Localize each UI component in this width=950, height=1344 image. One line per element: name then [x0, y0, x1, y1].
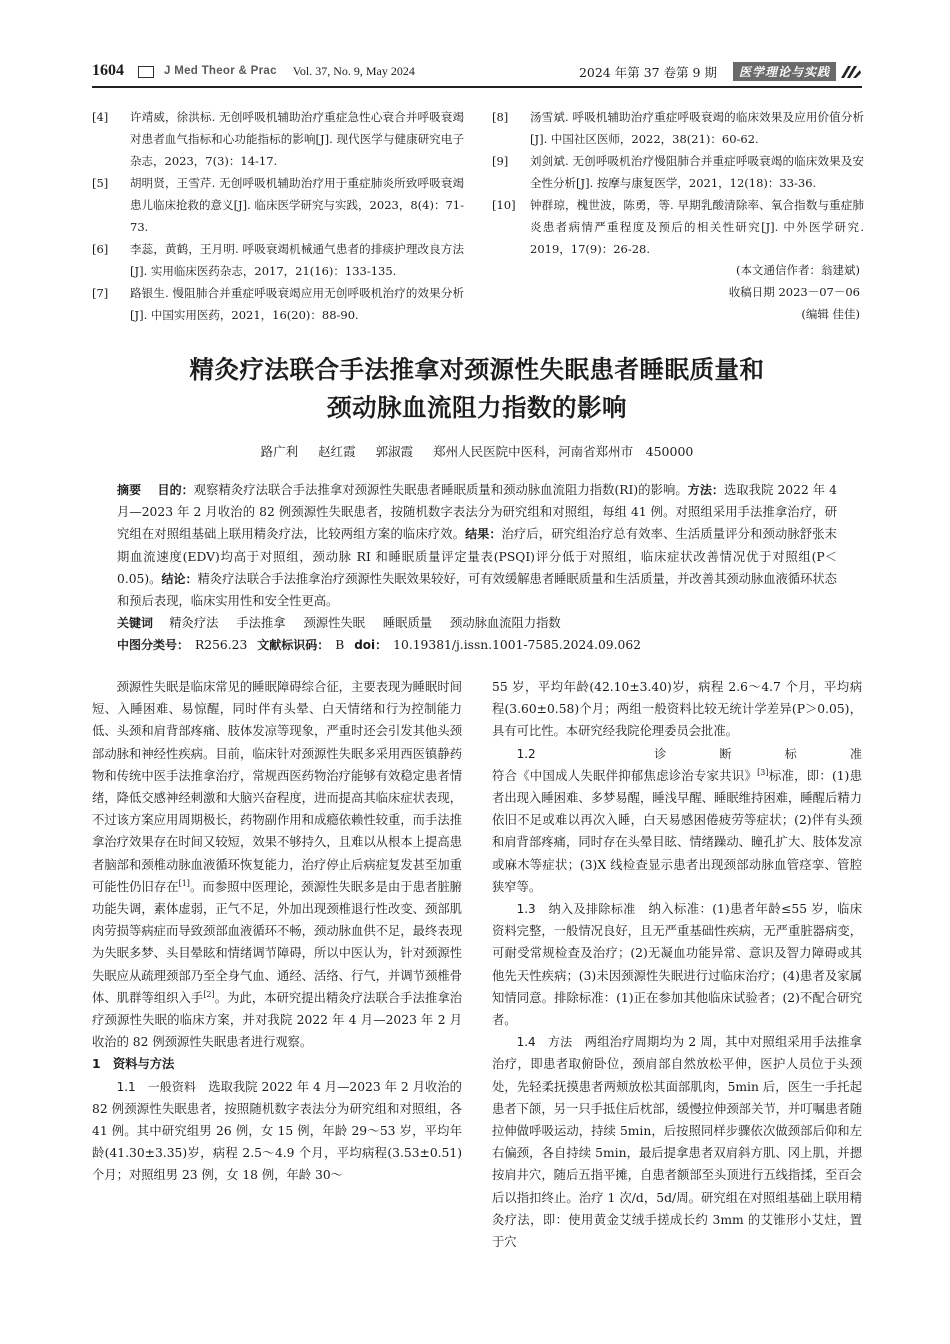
received-date: 收稿日期 2023－07－06 [728, 285, 860, 299]
title-line-2: 颈动脉血流阻力指数的影响 [327, 393, 627, 422]
references-left [92, 106, 464, 326]
keyword: 精灸疗法 [169, 616, 219, 631]
running-header [92, 62, 862, 86]
article-title [92, 351, 862, 427]
keyword: 颈动脉血流阻力指数 [450, 616, 561, 631]
reference-item: [4] 许靖威，徐洪标. 无创呼吸机辅助治疗重症急性心衰合并呼吸衰竭对患者血气指标和心功能指标的影响[J]. 现代医学与健康研究电子杂志，2023，7(3)：14-17. [92, 110, 464, 168]
journal-logo-icon [840, 64, 862, 80]
continued-paragraph: 55 岁，平均年龄(42.10±3.40)岁，病程 2.6～4.7 个月，平均病程(3.60±0.58)个月；两组一般资料比较无统计学差异(P＞0.05)，具有可比性。本研究经我院伦理委员会批准。 [492, 680, 862, 739]
author-name: 赵红霞 [318, 444, 356, 459]
page-number: 1604 [92, 62, 124, 79]
section-1-1: 1.1 一般资料 选取我院 2022 年 4 月—2023 年 2 月收治的 82 例颈源性失眠患者，按照随机数字表法分为研究组和对照组，各 41 例。其中研究组男 26 例，女 15 例，年龄 29～53 岁，平均年龄(41.30±3.35)岁，病程 2.5～4.9 个月，平均病程(3.53±0.51)个月；对照组男 23 例，女 18 例，年龄 30～ [92, 1079, 462, 1183]
author-name: 路广利 [260, 444, 299, 459]
reference-item: [7] 路银生. 慢阻肺合并重症呼吸衰竭应用无创呼吸机治疗的效果分析[J]. 中国实用医药，2021，16(20)：88-90. [92, 286, 464, 322]
abstract-text: 摘要 目的：观察精灸疗法联合手法推拿对颈源性失眠患者睡眠质量和颈动脉血流阻力指数(RI)的影响。方法：选取我院 2022 年 4 月—2023 年 2 月收治的 82 例颈源性失眠患者，按随机数字表法分为研究组和对照组，每组 41 例。对照组采用手法推拿治疗，研究组在对照组基础上联用精灸疗法，比较两组方案的临床疗效。结果：治疗后，研究组治疗总有效率、生活质量评分和颈动脉舒张末期血流速度(EDV)均高于对照组，颈动脉 RI 和睡眠质量评定量表(PSQI)评分低于对照组，临床症状改善情况优于对照组(P＜0.05)。结论：精灸疗法联合手法推拿治疗颈源性失眠效果较好，可有效缓解患者睡眠质量和生活质量，并改善其颈动脉血液循环状态和预后表现，临床实用性和安全性更高。 [117, 483, 837, 609]
reference-item: [10] 钟群琼，槐世波，陈勇，等. 早期乳酸清除率、氧合指数与重症肺炎患者病情严重程度及预后的相关性研究[J]. 中外医学研究. 2019，17(9)：26-28. [492, 198, 864, 256]
references-right [492, 106, 864, 260]
keywords-line: 关键词 精灸疗法 手法推拿 颈源性失眠 睡眠质量 颈动脉血流阻力指数 [117, 616, 561, 631]
corresponding-author: (本文通信作者：翁建斌) [736, 263, 860, 277]
author-name: 郭淑霞 [375, 444, 414, 459]
header-box-icon [138, 66, 154, 78]
reference-item: [5] 胡明贤，王雪芹. 无创呼吸机辅助治疗用于重症肺炎所致呼吸衰竭患儿临床抢救的意义[J]. 临床医学研究与实践，2023，8(4)：71-73. [92, 176, 464, 234]
reference-item: [9] 刘剑斌. 无创呼吸机治疗慢阻肺合并重症呼吸衰竭的临床效果及安全性分析[J]. 按摩与康复医学，2021，12(18)：33-36. [492, 154, 864, 190]
journal-name-en: J Med Theor & Prac [164, 65, 277, 77]
keyword: 睡眠质量 [382, 616, 433, 631]
editor-note: (编辑 佳佳) [801, 307, 860, 321]
volume-en: Vol. 37, No. 9, May 2024 [292, 63, 415, 78]
intro-paragraph: 颈源性失眠是临床常见的睡眠障碍综合征，主要表现为睡眠时间短、入睡困难、易惊醒，同时伴有头晕、白天情绪和行为控制能力低、头颈和肩背部疼痛、肢体发凉等现象，严重时还会引发其他头颈部动脉和神经性疾病。目前，临床针对颈源性失眠多采用西医镇静药物和传统中医手法推拿治疗，常规西医药物治疗能够有效稳定患者情绪，降低交感神经刺激和大脑兴奋程度，进而提高其临床症状表现，不过该方案应用周期极长，药物副作用和成瘾依赖性较重，而手法推拿治疗效果存在时间又较短，效果不够持久，且难以从根本上提高患者脑部和颈椎动脉血液循环恢复能力，治疗停止后病症复发甚至加重可能性仍旧存在[1]。而参照中医理论，颈源性失眠多是由于患者脏腑功能失调，素体虚弱，正气不足，外加出现颈椎退行性改变、颈部肌肉劳损等病症而导致颈部血液循环不畅，颈动脉血供不足，最终表现为失眠多梦、头目晕眩和情绪调节障碍，所以中医认为，针对颈源性失眠应从疏理颈部乃至全身气血、通经、活络、行气，并调节颈椎骨体、肌群等组织入手[2]。为此，本研究提出精灸疗法联合手法推拿治疗颈源性失眠的临床方案，并对我院 2022 年 4 月—2023 年 2 月收治的 82 例颈源性失眠患者进行观察。 [92, 680, 462, 1050]
end-notes [492, 259, 860, 325]
title-line-1: 精灸疗法联合手法推拿对颈源性失眠患者睡眠质量和 [189, 355, 765, 384]
header-rule [92, 86, 862, 88]
keyword: 手法推拿 [236, 616, 286, 631]
keyword: 颈源性失眠 [303, 616, 365, 631]
reference-item: [6] 李蕊，黄鹤，王月明. 呼吸衰竭机械通气患者的排痰护理改良方法[J]. 实用临床医药杂志，2017，21(16)：133-135. [92, 242, 464, 278]
affiliation: 郑州人民医院中医科，河南省郑州市 450000 [433, 444, 694, 459]
section-1-3: 1.3 纳入及排除标准 纳入标准：(1)患者年龄≤55 岁，临床资料完整，一般情况良好，且无严重基础性疾病，无严重脏器病变，可耐受常规检查及治疗；(2)无凝血功能异常、意识及智力障碍或其他先天性疾病；(3)未因颈源性失眠进行过临床治疗；(4)患者及家属知情同意。排除标准：(1)正在参加其他临床试验者；(2)不配合研究者。 [492, 902, 862, 1028]
abstract-block [117, 479, 837, 657]
journal-name-cn: 医学理论与实践 [733, 62, 836, 81]
author-line [92, 442, 862, 460]
body-column-right [492, 676, 862, 1253]
body-column-left [92, 676, 462, 1187]
reference-item: [8] 汤雪斌. 呼吸机辅助治疗重症呼吸衰竭的临床效果及应用价值分析[J]. 中国社区医师，2022，38(21)：60-62. [492, 110, 864, 146]
section-heading: 1 资料与方法 [92, 1057, 175, 1072]
section-1-2: 1.2 诊断标准 符合《中国成人失眠伴抑郁焦虑诊治专家共识》[3]标准，即：(1)患者出现入睡困难、多梦易醒，睡浅早醒、睡眠维持困难，睡醒后精力依旧不足或难以再次入睡，白天易感困倦疲劳等症状；(2)伴有头颈和肩背部疼痛，同时存在头晕目眩、情绪躁动、瞳孔扩大、肢体发凉或麻木等症状；(3)X 线检查显示患者出现颈部动脉血管痉挛、管腔狭窄等。 [492, 746, 862, 894]
section-1-4: 1.4 方法 两组治疗周期均为 2 周，其中对照组采用手法推拿治疗，即患者取俯卧位，颈肩部自然放松平伸，医护人员位于头颈处，先轻柔抚摸患者两颊放松其面部肌肉，5min 后，医生一手托起患者下颌，另一只手抵住后枕部，缓慢拉伸颈部关节，并叮嘱患者随拉伸做呼吸运动，持续 5min，后按照同样步骤依次做颈部后仰和左右偏颈，各自持续 5min，最后提拿患者双肩斜方肌、冈上肌，并摁按肩井穴，随后五指平摊，自患者额部至头顶进行五线指揉，至百会后以指扣终止。治疗 1 次/d，5d/周。研究组在对照组基础上联用精灸疗法，即：使用黄金艾绒手搓成长约 3mm 的艾锥形小艾炷，置于穴 [492, 1035, 862, 1250]
classification-line: 中图分类号： R256.23 文献标识码： B doi： 10.19381/j.issn.1001-7585.2024.09.062 [117, 638, 641, 653]
volume-cn: 2024 年第 37 卷第 9 期 [578, 64, 717, 80]
